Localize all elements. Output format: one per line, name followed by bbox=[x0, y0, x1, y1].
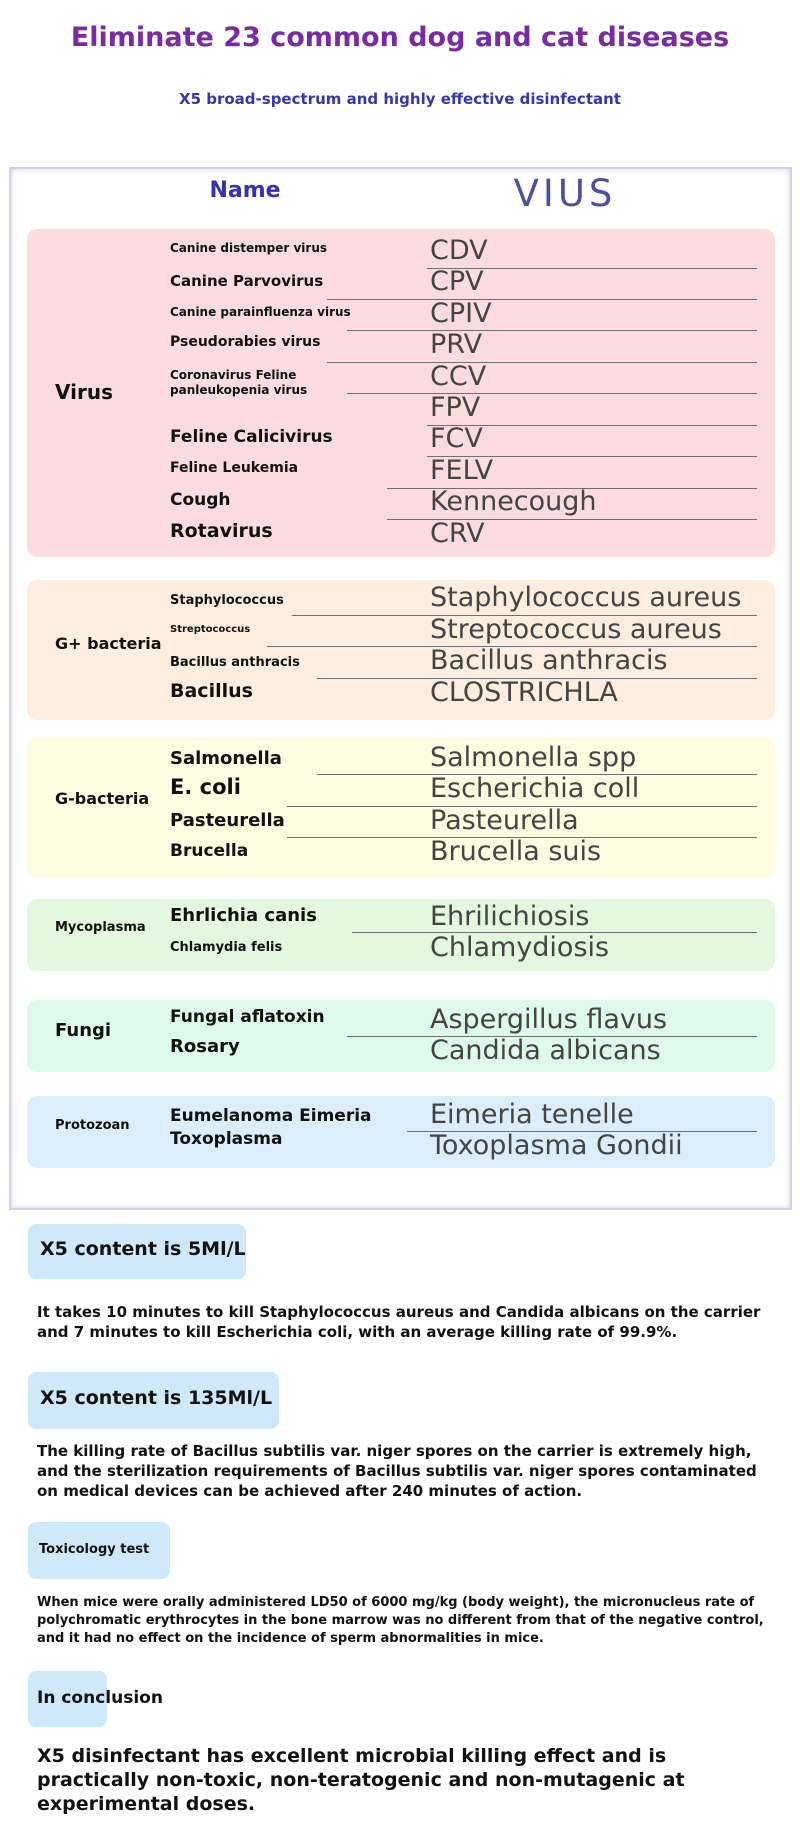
row-code: Toxoplasma Gondii bbox=[430, 1130, 683, 1161]
row-code: CRV bbox=[430, 518, 485, 549]
row-name: Fungal aflatoxin bbox=[170, 1007, 325, 1027]
row-name: Rotavirus bbox=[170, 520, 273, 542]
row-divider bbox=[327, 299, 757, 300]
row-code: Brucella suis bbox=[430, 836, 602, 867]
row-name: E. coli bbox=[170, 775, 241, 799]
row-code: CLOSTRICHLA bbox=[430, 677, 618, 708]
group-label: G+ bacteria bbox=[55, 634, 162, 653]
group-label: Mycoplasma bbox=[55, 920, 146, 935]
row-divider bbox=[347, 393, 757, 394]
row-name: Streptococcus bbox=[170, 624, 251, 635]
table-header-code: VIUS bbox=[513, 172, 617, 215]
row-name: Rosary bbox=[170, 1036, 240, 1057]
group-label: Virus bbox=[55, 380, 113, 404]
page-subtitle: X5 broad-spectrum and highly effective disinfectant bbox=[179, 90, 621, 108]
row-name: Brucella bbox=[170, 841, 249, 861]
row-name: Pseudorabies virus bbox=[170, 334, 321, 350]
table-header-name: Name bbox=[209, 178, 281, 203]
row-code: FPV bbox=[430, 392, 481, 423]
row-divider bbox=[347, 330, 757, 331]
row-code: Ehrilichiosis bbox=[430, 901, 590, 932]
row-code: Streptococcus aureus bbox=[430, 614, 722, 645]
row-name: Feline Calicivirus bbox=[170, 427, 333, 447]
row-code: CPV bbox=[430, 266, 484, 297]
group-label: Protozoan bbox=[55, 1118, 130, 1133]
row-name: Cough bbox=[170, 490, 231, 510]
section-text: The killing rate of Bacillus subtilis var. niger spores on the carrier is extremely high, and the sterilization requirements of Bacillus subtilis var. niger spores contaminated on medical devices can be achieved after 240 minutes of action. bbox=[37, 1442, 757, 1500]
row-code: PRV bbox=[430, 329, 483, 360]
section-heading: X5 content is 135Ml/L bbox=[40, 1387, 273, 1409]
group-label: G-bacteria bbox=[55, 789, 150, 808]
group-gram-negative bbox=[27, 737, 775, 877]
row-name: Feline Leukemia bbox=[170, 460, 299, 476]
row-name: Bacillus bbox=[170, 680, 253, 702]
row-divider bbox=[327, 362, 757, 363]
section-heading: In conclusion bbox=[37, 1688, 163, 1708]
row-code: FELV bbox=[430, 455, 494, 486]
row-name: Staphylococcus bbox=[170, 593, 284, 608]
row-name: Canine parainfluenza virus bbox=[170, 305, 351, 319]
section-heading-box bbox=[28, 1522, 170, 1579]
row-code: Staphylococcus aureus bbox=[430, 582, 742, 613]
section-text: When mice were orally administered LD50 of 6000 mg/kg (body weight), the micronucleus rate of polychromatic erythrocytes in the bone marrow was no different from that of the negative control, and it had no effect on the incidence of sperm abnormalities in mice. bbox=[37, 1595, 764, 1646]
row-name: Eumelanoma Eimeria bbox=[170, 1106, 372, 1126]
section-text: X5 disinfectant has excellent microbial killing effect and is practically non-toxic, non-teratogenic and non-mutagenic at experimental doses. bbox=[37, 1745, 685, 1815]
row-code: Eimeria tenelle bbox=[430, 1099, 634, 1130]
row-code: CCV bbox=[430, 361, 487, 392]
row-code: FCV bbox=[430, 423, 483, 454]
row-code: Pasteurella bbox=[430, 805, 579, 836]
row-name: Toxoplasma bbox=[170, 1129, 283, 1149]
row-code: CPIV bbox=[430, 298, 492, 329]
row-code: Candida albicans bbox=[430, 1035, 661, 1066]
section-heading-box bbox=[28, 1224, 246, 1279]
row-code: CDV bbox=[430, 235, 488, 266]
row-code: Bacillus anthracis bbox=[430, 645, 668, 676]
row-name: Salmonella bbox=[170, 748, 282, 769]
row-name: Ehrlichia canis bbox=[170, 905, 317, 926]
section-heading-box bbox=[28, 1671, 163, 1727]
row-name: Bacillus anthracis bbox=[170, 655, 300, 670]
row-code: Chlamydiosis bbox=[430, 932, 610, 963]
section-heading: X5 content is 5Ml/L bbox=[40, 1238, 246, 1260]
row-name: Canine distemper virus bbox=[170, 241, 328, 255]
row-name: Chlamydia felis bbox=[170, 940, 283, 955]
row-name: Coronavirus Feline panleukopenia virus bbox=[170, 368, 308, 397]
row-code: Kennecough bbox=[430, 486, 597, 517]
row-name: Pasteurella bbox=[170, 810, 285, 831]
row-code: Escherichia coll bbox=[430, 773, 640, 804]
page-title: Eliminate 23 common dog and cat diseases bbox=[70, 22, 730, 53]
row-code: Salmonella spp bbox=[430, 742, 637, 773]
group-mycoplasma bbox=[27, 899, 775, 971]
section-heading: Toxicology test bbox=[39, 1542, 150, 1557]
group-label: Fungi bbox=[55, 1020, 112, 1041]
section-text: It takes 10 minutes to kill Staphylococcus aureus and Candida albicans on the carrier and 7 minutes to kill Escherichia coli, with an average killing rate of 99.9%. bbox=[37, 1303, 761, 1341]
row-name: Canine Parvovirus bbox=[170, 272, 324, 290]
row-code: Aspergillus flavus bbox=[430, 1004, 668, 1035]
section-heading-box bbox=[28, 1372, 279, 1429]
